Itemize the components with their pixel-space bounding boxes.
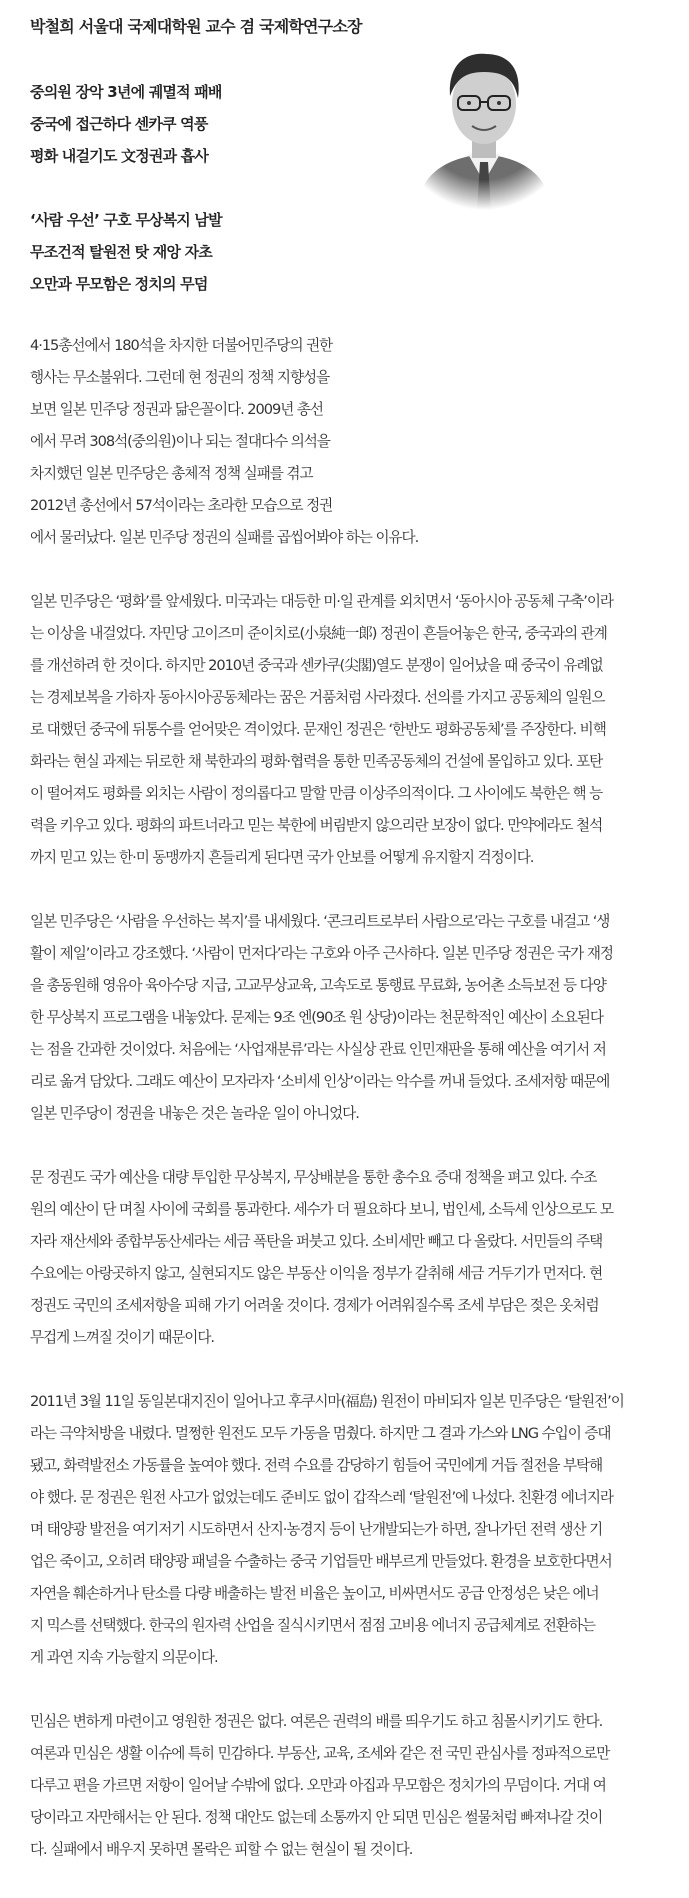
paragraph-line: 2012년 총선에서 57석이라는 초라한 모습으로 정권 — [30, 497, 333, 514]
paragraph-line: 다. 실패에서 배우지 못하면 몰락은 피할 수 없는 현실이 될 것이다. — [30, 1841, 413, 1858]
subheadlines — [30, 76, 222, 300]
paragraph-line: 업은 죽이고, 오히려 태양광 패널을 수출하는 중국 기업들만 배부르게 만들었다. 환경을 보호한다면서 — [30, 1553, 612, 1570]
article-paragraph — [30, 906, 680, 1130]
paragraph-line: 4·15총선에서 180석을 차지한 더불어민주당의 권한 — [30, 337, 333, 354]
paragraph-line: 당이라고 자만해서는 안 된다. 정책 대안도 없는데 소통까지 안 되면 민심은 썰물처럼 빠져나갈 것이 — [30, 1809, 603, 1826]
paragraph-line: 로 대했던 중국에 뒤통수를 얻어맞은 격이었다. 문재인 정권은 ‘한반도 평화공동체’를 주장한다. 비핵 — [30, 721, 606, 738]
article-paragraph — [30, 330, 680, 554]
paragraph-line: 화라는 현실 과제는 뒤로한 채 북한과의 평화·협력을 통한 민족공동체의 건설에 몰입하고 있다. 포탄 — [30, 753, 603, 770]
subheadline: 중국에 접근하다 센카쿠 역풍 — [30, 115, 208, 133]
subheadline: 평화 내걸기도 文정권과 흡사 — [30, 147, 209, 165]
paragraph-line: 2011년 3월 11일 동일본대지진이 일어나고 후쿠시마(福島) 원전이 마비되자 일본 민주당은 ‘탈원전’이 — [30, 1393, 624, 1410]
paragraph-line: 다루고 편을 가르면 저항이 일어날 수밖에 없다. 오만과 아집과 무모함은 정치가의 무덤이다. 거대 여 — [30, 1777, 606, 1794]
paragraph-line: 에서 물러났다. 일본 민주당 정권의 실패를 곱씹어봐야 하는 이유다. — [30, 529, 419, 546]
paragraph-line: 보면 일본 민주당 정권과 닮은꼴이다. 2009년 총선 — [30, 401, 323, 418]
author-photo — [398, 26, 570, 210]
paragraph-line: 일본 민주당은 ‘사람을 우선하는 복지’를 내세웠다. ‘콘크리트로부터 사람으로’라는 구호를 내걸고 ‘생 — [30, 913, 610, 930]
paragraph-line: 이 떨어져도 평화를 외치는 사람이 정의롭다고 말할 만큼 이상주의적이다. 그 사이에도 북한은 핵 능 — [30, 785, 603, 802]
paragraph-line: 는 점을 간과한 것이었다. 처음에는 ‘사업재분류’라는 사실상 관료 인민재판을 통해 예산을 여기서 저 — [30, 1041, 606, 1058]
paragraph-line: 됐고, 화력발전소 가동률을 높여야 했다. 전력 수요를 감당하기 힘들어 국민에게 거듭 절전을 부탁해 — [30, 1457, 603, 1474]
paragraph-line: 게 과연 지속 가능할지 의문이다. — [30, 1649, 218, 1666]
paragraph-line: 는 경제보복을 가하자 동아시아공동체라는 꿈은 거품처럼 사라졌다. 선의를 가지고 공동체의 일원으 — [30, 689, 605, 706]
paragraph-line: 지 믹스를 선택했다. 한국의 원자력 산업을 질식시키면서 점점 고비용 에너지 공급체계로 전환하는 — [30, 1617, 595, 1634]
paragraph-line: 여론과 민심은 생활 이슈에 특히 민감하다. 부동산, 교육, 조세와 같은 전 국민 관심사를 정파적으로만 — [30, 1745, 610, 1762]
paragraph-line: 리로 옮겨 담았다. 그래도 예산이 모자라자 ‘소비세 인상’이라는 악수를 꺼내 들었다. 조세저항 때문에 — [30, 1073, 610, 1090]
paragraph-line: 는 이상을 내걸었다. 자민당 고이즈미 준이치로(小泉純一郞) 정권이 흔들어놓은 한국, 중국과의 관계 — [30, 625, 607, 642]
paragraph-line: 무겁게 느껴질 것이기 때문이다. — [30, 1329, 214, 1346]
article-paragraph — [30, 1706, 680, 1866]
subheadline: 무조건적 탈원전 탓 재앙 자초 — [30, 243, 212, 261]
paragraph-line: 을 총동원해 영유아 육아수당 지급, 고교무상교육, 고속도로 통행료 무료화, 농어촌 소득보전 등 다양 — [30, 977, 606, 994]
paragraph-line: 를 개선하려 한 것이다. 하지만 2010년 중국과 센카쿠(尖閣)열도 분쟁이 일어났을 때 중국이 유례없 — [30, 657, 603, 674]
article-paragraph — [30, 1386, 680, 1674]
author-byline: 박철희 서울대 국제대학원 교수 겸 국제학연구소장 — [30, 17, 362, 36]
paragraph-line: 활이 제일’이라고 강조했다. ‘사람이 먼저다’라는 구호와 아주 근사하다. 일본 민주당 정권은 국가 재정 — [30, 945, 613, 962]
paragraph-line: 며 태양광 발전을 여기저기 시도하면서 산지·농경지 등이 난개발되는가 하면, 잘나가던 전력 생산 기 — [30, 1521, 603, 1538]
paragraph-line: 행사는 무소불위다. 그런데 현 정권의 정책 지향성을 — [30, 369, 330, 386]
paragraph-line: 라는 극약처방을 내렸다. 멀쩡한 원전도 모두 가동을 멈췄다. 하지만 그 결과 가스와 LNG 수입이 증대 — [30, 1425, 611, 1442]
paragraph-line: 야 했다. 문 정권은 원전 사고가 없었는데도 준비도 없이 갑작스레 ‘탈원전’에 나섰다. 친환경 에너지라 — [30, 1489, 613, 1506]
subheadline: 오만과 무모함은 정치의 무덤 — [30, 275, 208, 293]
subheadline: ‘사람 우선’ 구호 무상복지 남발 — [30, 211, 222, 229]
paragraph-line: 수요에는 아랑곳하지 않고, 실현되지도 않은 부동산 이익을 정부가 갈취해 세금 거두기가 먼저다. 현 — [30, 1265, 603, 1282]
paragraph-line: 문 정권도 국가 예산을 대량 투입한 무상복지, 무상배분을 통한 총수요 증대 정책을 펴고 있다. 수조 — [30, 1169, 597, 1186]
paragraph-line: 일본 민주당은 ‘평화’를 앞세웠다. 미국과는 대등한 미·일 관계를 외치면서 ‘동아시아 공동체 구축’이라 — [30, 593, 613, 610]
paragraph-line: 원의 예산이 단 며칠 사이에 국회를 통과한다. 세수가 더 필요하다 보니, 법인세, 소득세 인상으로도 모 — [30, 1201, 613, 1218]
paragraph-line: 력을 키우고 있다. 평화의 파트너라고 믿는 북한에 버림받지 않으리란 보장이 없다. 만약에라도 철석 — [30, 817, 603, 834]
paragraph-line: 민심은 변하게 마련이고 영원한 정권은 없다. 여론은 권력의 배를 띄우기도 하고 침몰시키기도 한다. — [30, 1713, 603, 1730]
paragraph-line: 한 무상복지 프로그램을 내놓았다. 문제는 9조 엔(90조 원 상당)이라는 천문학적인 예산이 소요된다 — [30, 1009, 603, 1026]
paragraph-line: 차지했던 일본 민주당은 총체적 정책 실패를 겪고 — [30, 465, 313, 482]
paragraph-line: 까지 믿고 있는 한·미 동맹까지 흔들리게 된다면 국가 안보를 어떻게 유지할지 걱정이다. — [30, 849, 534, 866]
paragraph-line: 정권도 국민의 조세저항을 피해 가기 어려울 것이다. 경제가 어려워질수록 조세 부담은 젖은 옷처럼 — [30, 1297, 599, 1314]
article-paragraph — [30, 586, 680, 874]
article-body — [30, 330, 680, 1898]
paragraph-line: 자라 재산세와 종합부동산세라는 세금 폭탄을 퍼붓고 있다. 소비세만 빼고 다 올랐다. 서민들의 주택 — [30, 1233, 603, 1250]
paragraph-line: 자연을 훼손하거나 탄소를 다량 배출하는 발전 비율은 높이고, 비싸면서도 공급 안정성은 낮은 에너 — [30, 1585, 599, 1602]
subheadline: 중의원 장악 3년에 궤멸적 패배 — [30, 83, 222, 101]
paragraph-line: 에서 무려 308석(중의원)이나 되는 절대다수 의석을 — [30, 433, 330, 450]
paragraph-line: 일본 민주당이 정권을 내놓은 것은 놀라운 일이 아니었다. — [30, 1105, 359, 1122]
article-paragraph — [30, 1162, 680, 1354]
